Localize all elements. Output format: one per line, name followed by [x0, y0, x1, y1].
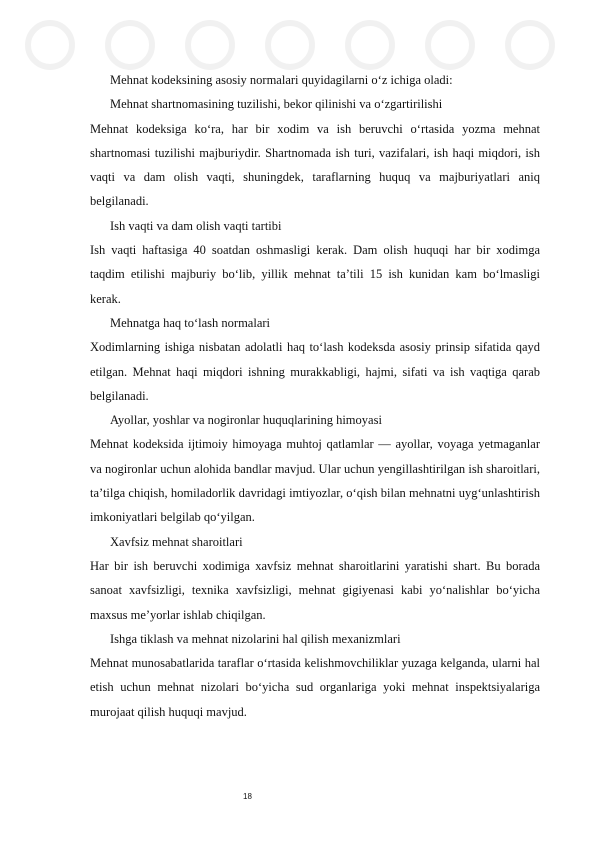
section-heading-contract: Mehnat shartnomasining tuzilishi, bekor qilinishi va o‘zgartirilishi: [110, 97, 443, 112]
section-heading-protection: Ayollar, yoshlar va nogironlar huquqlarining himoyasi: [110, 413, 382, 428]
section-heading-safety: Xavfsiz mehnat sharoitlari: [110, 534, 243, 549]
paragraph-contract: Mehnat kodeksiga ko‘ra, har bir xodim va ish beruvchi o‘rtasida yozma mehnat shartnomasi tuzilishi majburiydir. Shartnomada ish turi, vazifalari, ish haqi miqdori, ish vaqti va dam olish vaqti, shuningdek, taraflarning huquq va majburiyatlari aniq belgilanadi.: [90, 121, 540, 209]
paragraph-wages: Xodimlarning ishiga nisbatan adolatli haq to‘lash kodeksda asosiy prinsip sifatida qayd etilgan. Mehnat haqi miqdori ishning murakkabligi, hajmi, sifati va ish vaqtiga qarab belgilanadi.: [90, 340, 540, 403]
section-heading-wages: Mehnatga haq to‘lash normalari: [110, 315, 271, 330]
document-body: [90, 68, 540, 724]
section-heading-disputes: Ishga tiklash va mehnat nizolarini hal qilish mexanizmlari: [110, 631, 401, 646]
paragraph-safety: Har bir ish beruvchi xodimiga xavfsiz mehnat sharoitlarini yaratishi shart. Bu borada sanoat xavfsizligi, texnika xavfsizligi, mehnat gigiyenasi kabi yo‘nalishlar bo‘yicha maxsus me’yorlar ishlab chiqilgan.: [90, 558, 540, 622]
section-intro: Mehnat kodeksining asosiy normalari quyidagilarni o‘z ichiga oladi:: [110, 73, 453, 87]
section-heading-work-time: Ish vaqti va dam olish vaqti tartibi: [110, 218, 282, 233]
page-number: 18: [243, 792, 252, 801]
paragraph-protection: Mehnat kodeksida ijtimoiy himoyaga muhtoj qatlamlar — ayollar, voyaga yetmaganlar va nogironlar uchun alohida bandlar mavjud. Ular uchun yengillashtirilgan ish sharoitlari, ta’tilga chiqish, homiladorlik davridagi imtiyozlar, o‘qish bilan mehnatni uyg‘unlashtirish imkoniyatlari belgilab qo‘yilgan.: [90, 437, 540, 525]
paragraph-work-time: Ish vaqti haftasiga 40 soatdan oshmasligi kerak. Dam olish huquqi har bir xodimga taqdim etilishi majburiy bo‘lib, yillik mehnat ta’tili 15 ish kunidan kam bo‘lmasligi kerak.: [90, 243, 540, 306]
paragraph-disputes: Mehnat munosabatlarida taraflar o‘rtasida kelishmovchiliklar yuzaga kelganda, ularni hal etish uchun mehnat nizolari bo‘yicha sud organlariga yoki mehnat inspektsiyalariga murojaat qilish huquqi mavjud.: [90, 656, 540, 719]
